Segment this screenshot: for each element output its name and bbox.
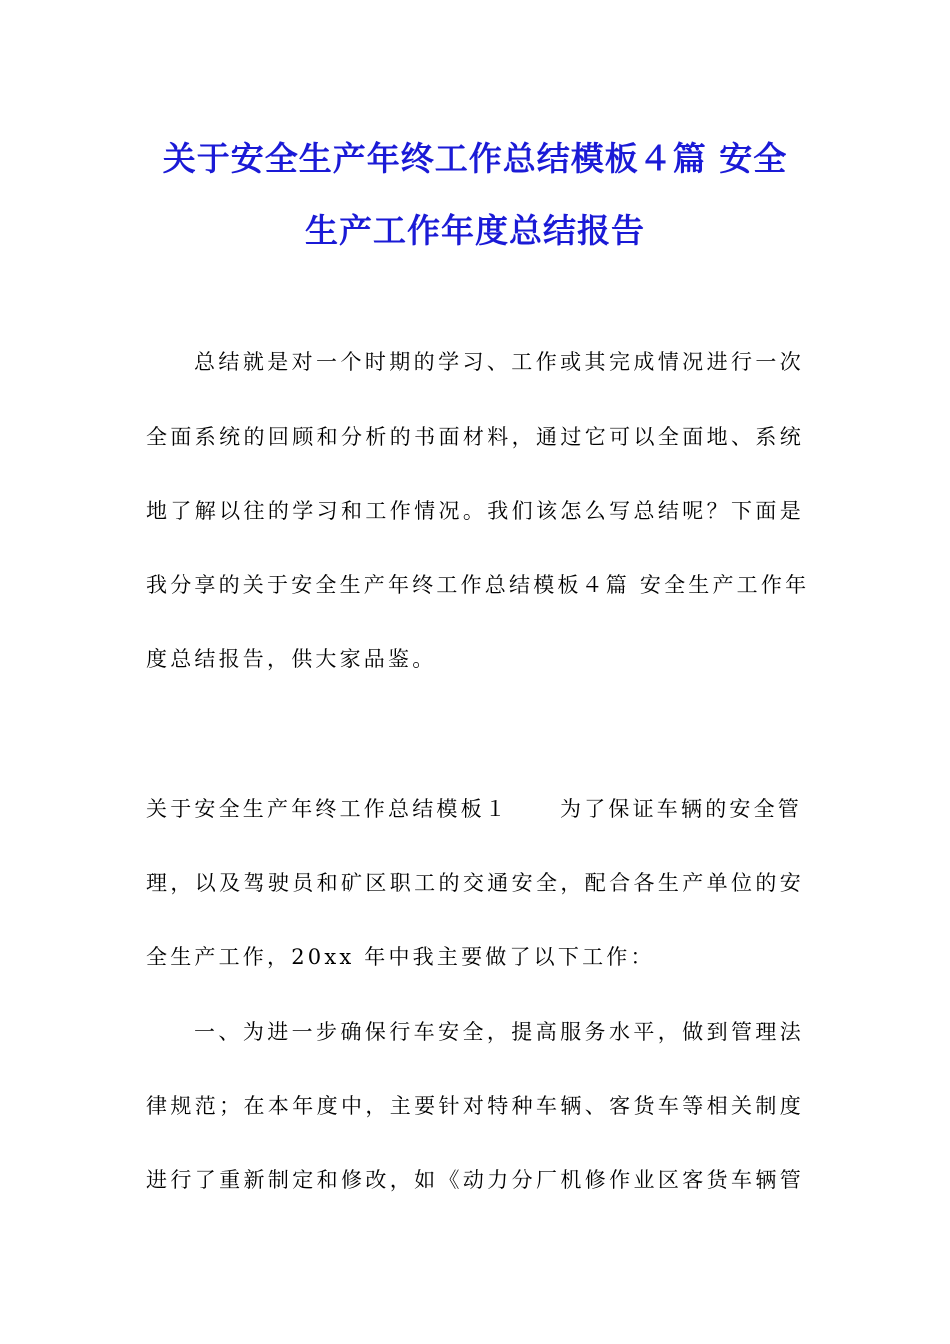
section-1-line-1: 理，以及驾驶员和矿区职工的交通安全，配合各生产单位的安 [146,871,804,895]
intro-line-4: 我分享的关于安全生产年终工作总结模板４篇 安全生产工作年 [146,573,810,597]
section-1-line-2: 全生产工作，20xx 年中我主要做了以下工作： [146,945,655,969]
intro-line-2: 全面系统的回顾和分析的书面材料，通过它可以全面地、系统 [146,425,804,449]
intro-line-3: 地了解以往的学习和工作情况。我们该怎么写总结呢？下面是 [146,499,804,523]
section-2-line-3: 进行了重新制定和修改，如《动力分厂机修作业区客货车辆管 [146,1168,804,1192]
intro-line-5: 度总结报告，供大家品鉴。 [146,647,437,671]
document-title-line-1: 关于安全生产年终工作总结模板４篇 安全 [162,139,788,178]
section-2-line-2: 律规范；在本年度中，主要针对特种车辆、客货车等相关制度 [146,1094,804,1118]
intro-line-1: 总结就是对一个时期的学习、工作或其完成情况进行一次 [194,350,804,374]
section-1-heading-tail: 为了保证车辆的安全管 [560,797,802,821]
document-title-line-2: 生产工作年度总结报告 [305,211,645,250]
section-1-heading: 关于安全生产年终工作总结模板１ [146,797,509,821]
section-2-line-1: 一、为进一步确保行车安全，提高服务水平，做到管理法 [194,1020,804,1044]
